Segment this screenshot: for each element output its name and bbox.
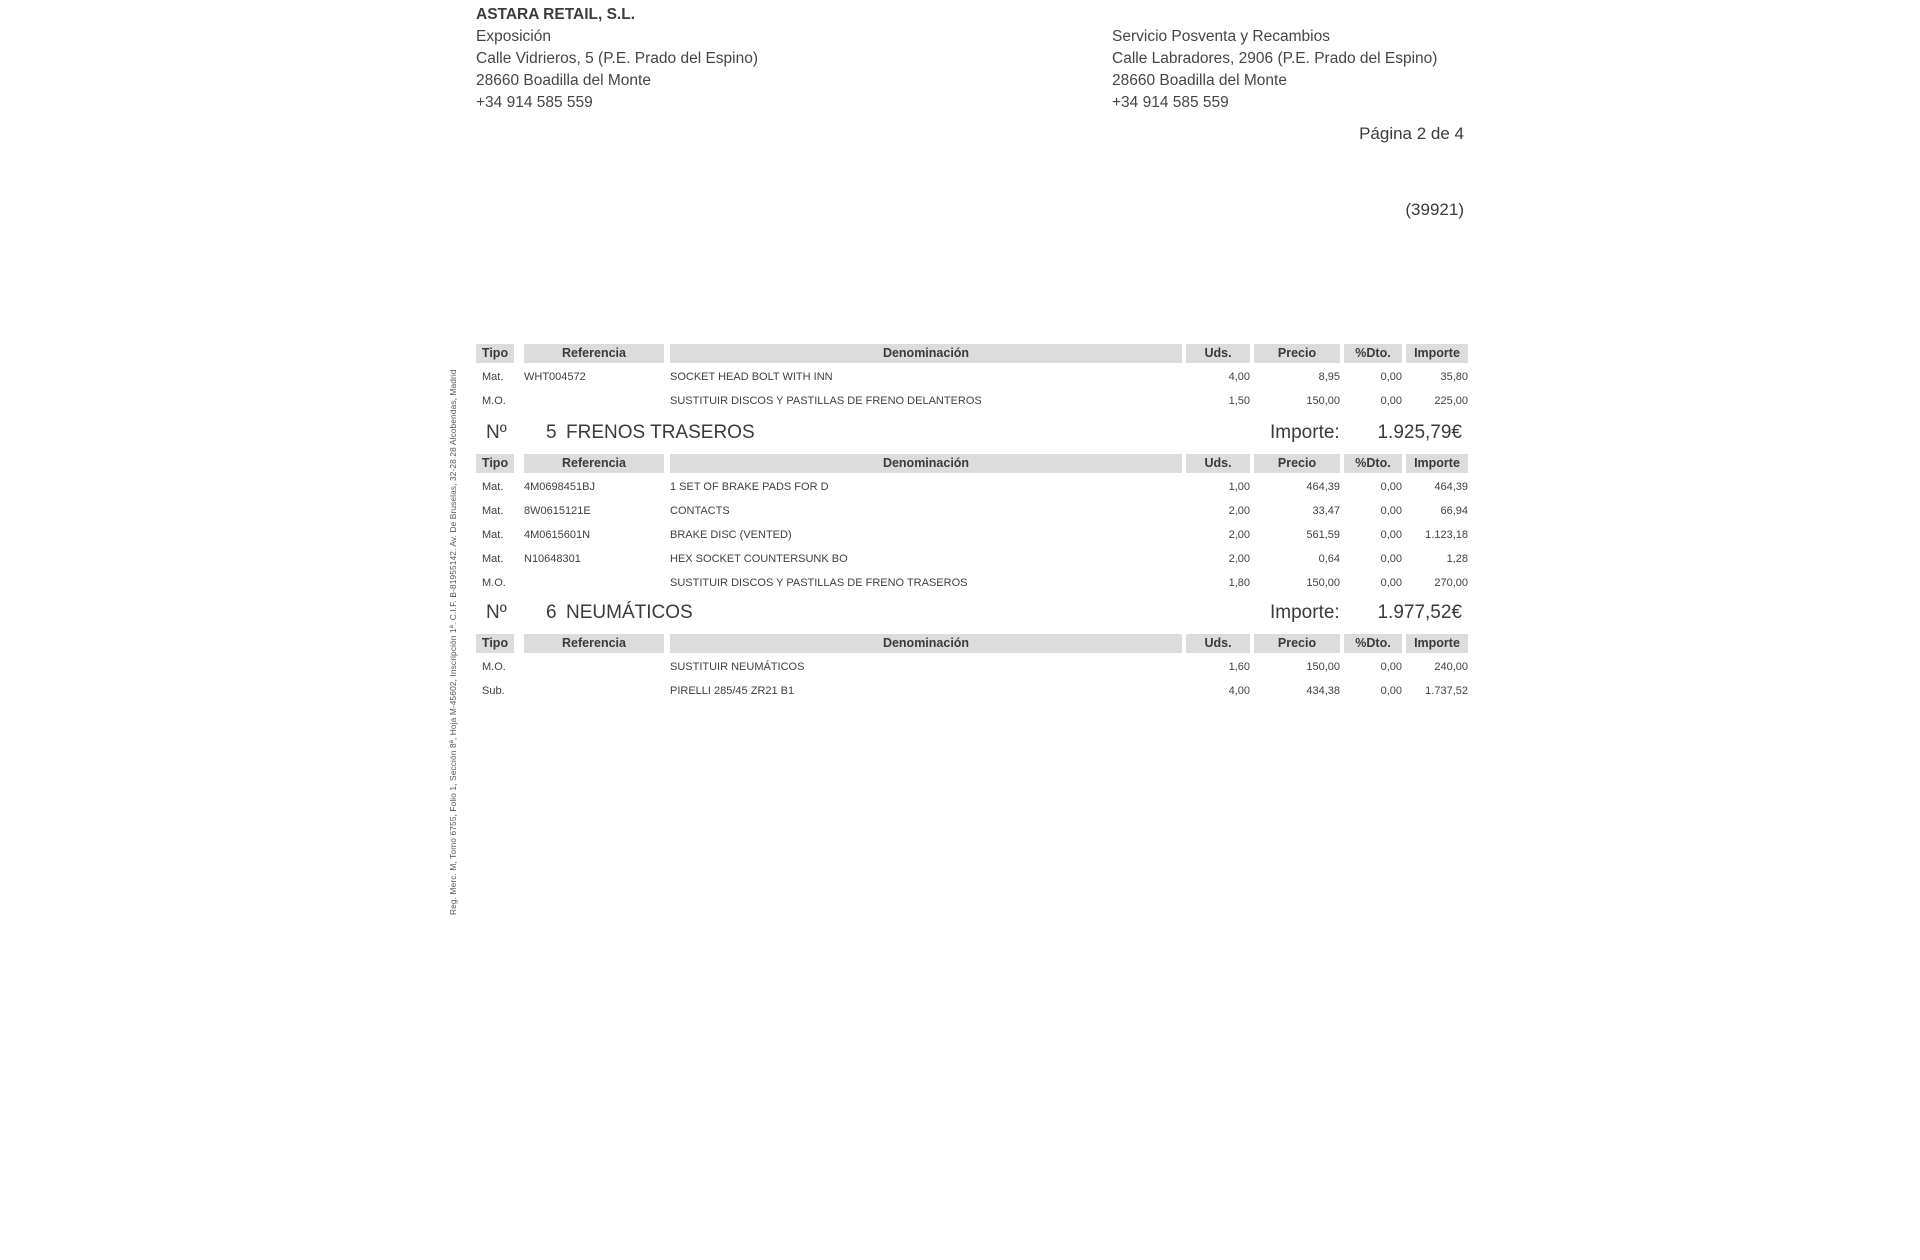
cell-tipo: Mat.: [482, 529, 504, 541]
address-line: +34 914 585 559: [1112, 94, 1229, 111]
col-precio: Precio: [1254, 344, 1340, 363]
cell-precio: 150,00: [1306, 661, 1340, 673]
col-tipo: Tipo: [476, 454, 514, 473]
section-importe-label: Importe:: [1270, 422, 1340, 443]
section-title: NEUMÁTICOS: [566, 602, 693, 623]
section-importe-value: 1.925,79€: [1377, 422, 1462, 443]
cell-importe: 1.737,52: [1425, 685, 1468, 697]
document-code: (39921): [1405, 200, 1464, 219]
page-number: Página 2 de 4: [1359, 124, 1464, 143]
cell-importe: 464,39: [1434, 481, 1468, 493]
cell-importe: 1,28: [1446, 553, 1468, 565]
table-row: [476, 523, 1468, 547]
cell-tipo: M.O.: [482, 577, 506, 589]
col-tipo: Tipo: [476, 634, 514, 653]
address-line: Servicio Posventa y Recambios: [1112, 28, 1330, 45]
cell-dto: 0,00: [1380, 529, 1402, 541]
cell-importe: 1.123,18: [1425, 529, 1468, 541]
cell-uds: 1,60: [1228, 661, 1250, 673]
table-row: [476, 679, 1468, 703]
section-importe-value: 1.977,52€: [1377, 602, 1462, 623]
cell-denominacion: HEX SOCKET COUNTERSUNK BO: [670, 553, 848, 565]
cell-denominacion: SUSTITUIR DISCOS Y PASTILLAS DE FRENO DELANTEROS: [670, 395, 982, 407]
cell-importe: 35,80: [1440, 371, 1468, 383]
table-row: [476, 499, 1468, 523]
table-row: [476, 389, 1468, 413]
address-line: Calle Labradores, 2906 (P.E. Prado del Espino): [1112, 50, 1438, 67]
cell-importe: 225,00: [1434, 395, 1468, 407]
cell-tipo: Mat.: [482, 505, 504, 517]
cell-precio: 434,38: [1306, 685, 1340, 697]
cell-dto: 0,00: [1380, 661, 1402, 673]
section-heading: [476, 602, 1468, 632]
cell-referencia: 4M0615601N: [524, 529, 591, 541]
cell-precio: 150,00: [1306, 577, 1340, 589]
section-title: FRENOS TRASEROS: [566, 422, 755, 443]
table-row: [476, 547, 1468, 571]
cell-precio: 0,64: [1318, 553, 1340, 565]
items-table: [476, 632, 1468, 703]
col-denominacion: Denominación: [670, 454, 1182, 473]
registry-note: Reg. Merc. M, Tomo 6755, Folio 1, Sección 8ª, Hoja M-45602, Inscripción 1ª. C.I.F. B-81955142. Av. De Bruselas, 32-28 28 Alcobendas, Madrid: [448, 369, 458, 915]
cell-tipo: Mat.: [482, 553, 504, 565]
cell-precio: 150,00: [1306, 395, 1340, 407]
items-table: [476, 342, 1468, 413]
col-importe: Importe: [1406, 634, 1468, 653]
col-denominacion: Denominación: [670, 344, 1182, 363]
col-importe: Importe: [1406, 344, 1468, 363]
col-tipo: Tipo: [476, 344, 514, 363]
cell-referencia: N10648301: [524, 553, 581, 565]
cell-referencia: WHT004572: [524, 371, 586, 383]
section-importe-label: Importe:: [1270, 602, 1340, 623]
company-name: ASTARA RETAIL, S.L.: [476, 6, 636, 23]
cell-denominacion: 1 SET OF BRAKE PADS FOR D: [670, 481, 829, 493]
section-number: 6: [546, 602, 557, 623]
cell-tipo: Mat.: [482, 481, 504, 493]
items-table: [476, 452, 1468, 595]
table-row: [476, 475, 1468, 499]
section-no-label: Nº: [486, 602, 507, 623]
cell-dto: 0,00: [1380, 553, 1402, 565]
cell-referencia: 8W0615121E: [524, 505, 591, 517]
cell-tipo: Mat.: [482, 371, 504, 383]
address-line: Calle Vidrieros, 5 (P.E. Prado del Espino): [476, 50, 759, 67]
table-header: [476, 342, 1468, 365]
cell-importe: 66,94: [1440, 505, 1468, 517]
address-line: Exposición: [476, 28, 551, 45]
section-number: 5: [546, 422, 557, 443]
table-row: [476, 365, 1468, 389]
col-dto: %Dto.: [1344, 634, 1402, 653]
col-denominacion: Denominación: [670, 634, 1182, 653]
cell-dto: 0,00: [1380, 395, 1402, 407]
cell-tipo: M.O.: [482, 395, 506, 407]
col-dto: %Dto.: [1344, 454, 1402, 473]
cell-dto: 0,00: [1380, 577, 1402, 589]
cell-dto: 0,00: [1380, 685, 1402, 697]
col-uds: Uds.: [1186, 454, 1250, 473]
cell-referencia: [524, 571, 664, 595]
cell-denominacion: SUSTITUIR DISCOS Y PASTILLAS DE FRENO TRASEROS: [670, 577, 968, 589]
service-address: [1112, 26, 1437, 114]
company-address: [476, 4, 758, 114]
cell-uds: 2,00: [1228, 529, 1250, 541]
address-line: 28660 Boadilla del Monte: [476, 72, 651, 89]
cell-referencia: [524, 389, 664, 413]
cell-denominacion: BRAKE DISC (VENTED): [670, 529, 792, 541]
cell-importe: 270,00: [1434, 577, 1468, 589]
cell-importe: 240,00: [1434, 661, 1468, 673]
cell-referencia: [524, 679, 664, 703]
cell-precio: 561,59: [1306, 529, 1340, 541]
cell-uds: 4,00: [1228, 371, 1250, 383]
col-dto: %Dto.: [1344, 344, 1402, 363]
section-heading: [476, 422, 1468, 452]
cell-uds: 1,00: [1228, 481, 1250, 493]
col-importe: Importe: [1406, 454, 1468, 473]
table-header: [476, 632, 1468, 655]
col-uds: Uds.: [1186, 344, 1250, 363]
cell-denominacion: PIRELLI 285/45 ZR21 B1: [670, 685, 795, 697]
cell-uds: 4,00: [1228, 685, 1250, 697]
table-row: [476, 655, 1468, 679]
section-no-label: Nº: [486, 422, 507, 443]
cell-tipo: M.O.: [482, 661, 506, 673]
col-referencia: Referencia: [524, 344, 664, 363]
table-header: [476, 452, 1468, 475]
cell-referencia: 4M0698451BJ: [524, 481, 595, 493]
cell-tipo: Sub.: [482, 685, 505, 697]
cell-denominacion: SUSTITUIR NEUMÁTICOS: [670, 661, 805, 673]
cell-denominacion: SOCKET HEAD BOLT WITH INN: [670, 371, 833, 383]
cell-precio: 8,95: [1318, 371, 1340, 383]
cell-uds: 2,00: [1228, 505, 1250, 517]
table-row: [476, 571, 1468, 595]
col-uds: Uds.: [1186, 634, 1250, 653]
cell-uds: 2,00: [1228, 553, 1250, 565]
cell-dto: 0,00: [1380, 505, 1402, 517]
cell-referencia: [524, 655, 664, 679]
col-referencia: Referencia: [524, 454, 664, 473]
cell-dto: 0,00: [1380, 481, 1402, 493]
cell-uds: 1,80: [1228, 577, 1250, 589]
cell-precio: 33,47: [1312, 505, 1340, 517]
col-precio: Precio: [1254, 454, 1340, 473]
cell-denominacion: CONTACTS: [670, 505, 730, 517]
col-referencia: Referencia: [524, 634, 664, 653]
address-line: +34 914 585 559: [476, 94, 593, 111]
cell-uds: 1,50: [1228, 395, 1250, 407]
cell-precio: 464,39: [1306, 481, 1340, 493]
address-line: 28660 Boadilla del Monte: [1112, 72, 1287, 89]
cell-dto: 0,00: [1380, 371, 1402, 383]
col-precio: Precio: [1254, 634, 1340, 653]
